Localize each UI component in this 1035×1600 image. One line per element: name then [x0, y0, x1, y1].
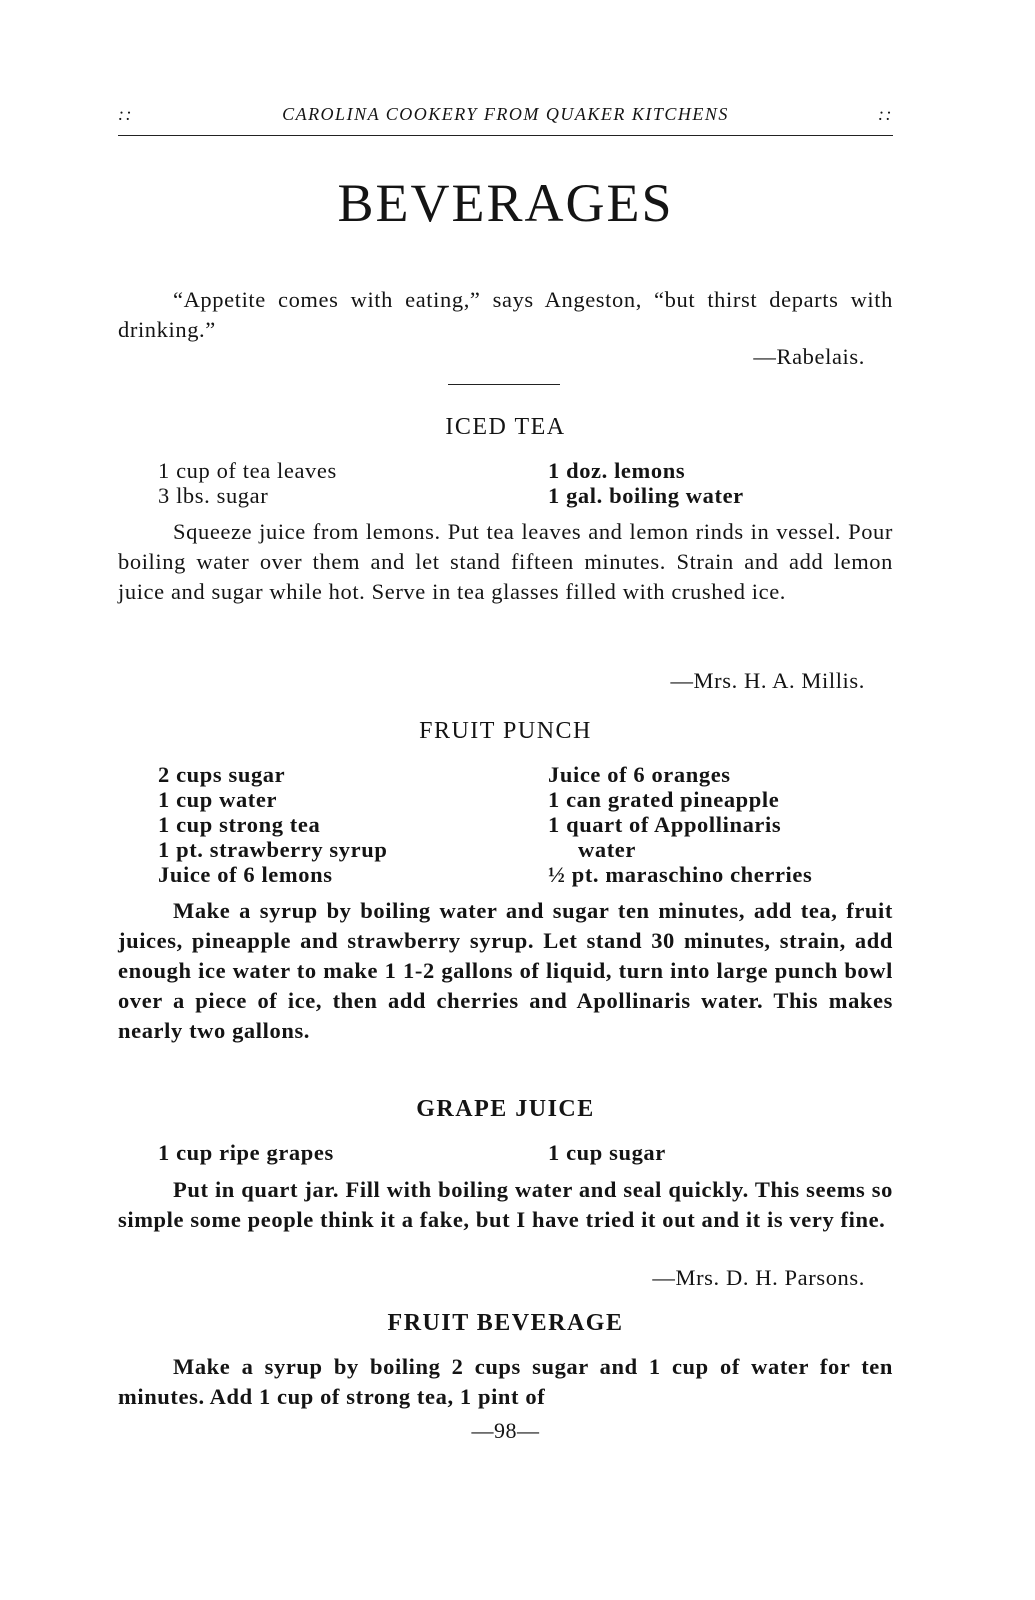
- ingredient-continuation: water: [578, 837, 636, 862]
- epigraph-attribution: —Rabelais.: [753, 344, 865, 369]
- running-head-ornament-left: ::: [118, 104, 133, 124]
- recipe-title-fruit-beverage: FRUIT BEVERAGE: [387, 1310, 624, 1336]
- ingredient: 2 cups sugar: [158, 762, 286, 787]
- recipe-title-fruit-punch: FRUIT PUNCH: [419, 718, 592, 744]
- running-head: [118, 104, 893, 130]
- ingredients-right-fruit-punch: [548, 762, 812, 887]
- ingredients-right-iced-tea: [548, 458, 744, 508]
- ingredient: 1 pt. strawberry syrup: [158, 837, 388, 862]
- directions-fruit-punch: Make a syrup by boiling water and sugar ten minutes, add tea, fruit juices, pineapple and strawberry syrup. Let stand 30 minutes, strain, add enough ice water to make 1 1-2 gallons of liquid, turn into large punch bowl over a piece of ice, then add cherries and Apollinaris water. This makes nearly two gallons.: [118, 898, 893, 1043]
- chapter-title: BEVERAGES: [337, 173, 674, 233]
- ingredient: ½ pt. maraschino cherries: [548, 862, 813, 887]
- page-number: —98—: [471, 1418, 540, 1443]
- signature-grape-juice: —Mrs. D. H. Parsons.: [652, 1265, 865, 1290]
- ingredients-right-grape-juice: [548, 1140, 666, 1165]
- directions-iced-tea: Squeeze juice from lemons. Put tea leaves and lemon rinds in vessel. Pour boiling water over them and let stand fifteen minutes. Strain and add lemon juice and sugar while hot. Serve in tea glasses filled with crushed ice.: [118, 519, 893, 604]
- recipe-title-grape-juice: GRAPE JUICE: [416, 1096, 595, 1122]
- ingredient: 1 cup water: [158, 787, 278, 812]
- signature-iced-tea: —Mrs. H. A. Millis.: [670, 668, 865, 693]
- ingredients-left-grape-juice: [158, 1140, 334, 1165]
- ingredient: 1 can grated pineapple: [548, 787, 780, 812]
- ingredient: 1 cup ripe grapes: [158, 1140, 334, 1165]
- ingredient: Juice of 6 oranges: [548, 762, 731, 787]
- ingredient: 3 lbs. sugar: [158, 483, 269, 508]
- header-rule: [118, 135, 893, 136]
- section-divider: [448, 384, 560, 385]
- ingredients-left-fruit-punch: [158, 762, 387, 887]
- epigraph-text: “Appetite comes with eating,” says Angeston, “but thirst departs with drinking.”: [118, 287, 893, 342]
- ingredient: 1 cup strong tea: [158, 812, 321, 837]
- ingredient: 1 gal. boiling water: [548, 483, 744, 508]
- ingredient: 1 quart of Appollinaris: [548, 812, 782, 837]
- ingredient: 1 cup sugar: [548, 1140, 666, 1165]
- directions-fruit-beverage: Make a syrup by boiling 2 cups sugar and 1 cup of water for ten minutes. Add 1 cup of strong tea, 1 pint of: [118, 1354, 893, 1409]
- ingredient: Juice of 6 lemons: [158, 862, 333, 887]
- recipe-title-iced-tea: ICED TEA: [445, 414, 566, 440]
- running-head-title: CAROLINA COOKERY FROM QUAKER KITCHENS: [282, 104, 729, 124]
- ingredients-left-iced-tea: [158, 458, 337, 508]
- ingredient: 1 cup of tea leaves: [158, 458, 337, 483]
- directions-grape-juice: Put in quart jar. Fill with boiling water and seal quickly. This seems so simple some people think it a fake, but I have tried it out and it is very fine.: [118, 1177, 893, 1232]
- ingredient: 1 doz. lemons: [548, 458, 686, 483]
- running-head-ornament-right: ::: [878, 104, 893, 124]
